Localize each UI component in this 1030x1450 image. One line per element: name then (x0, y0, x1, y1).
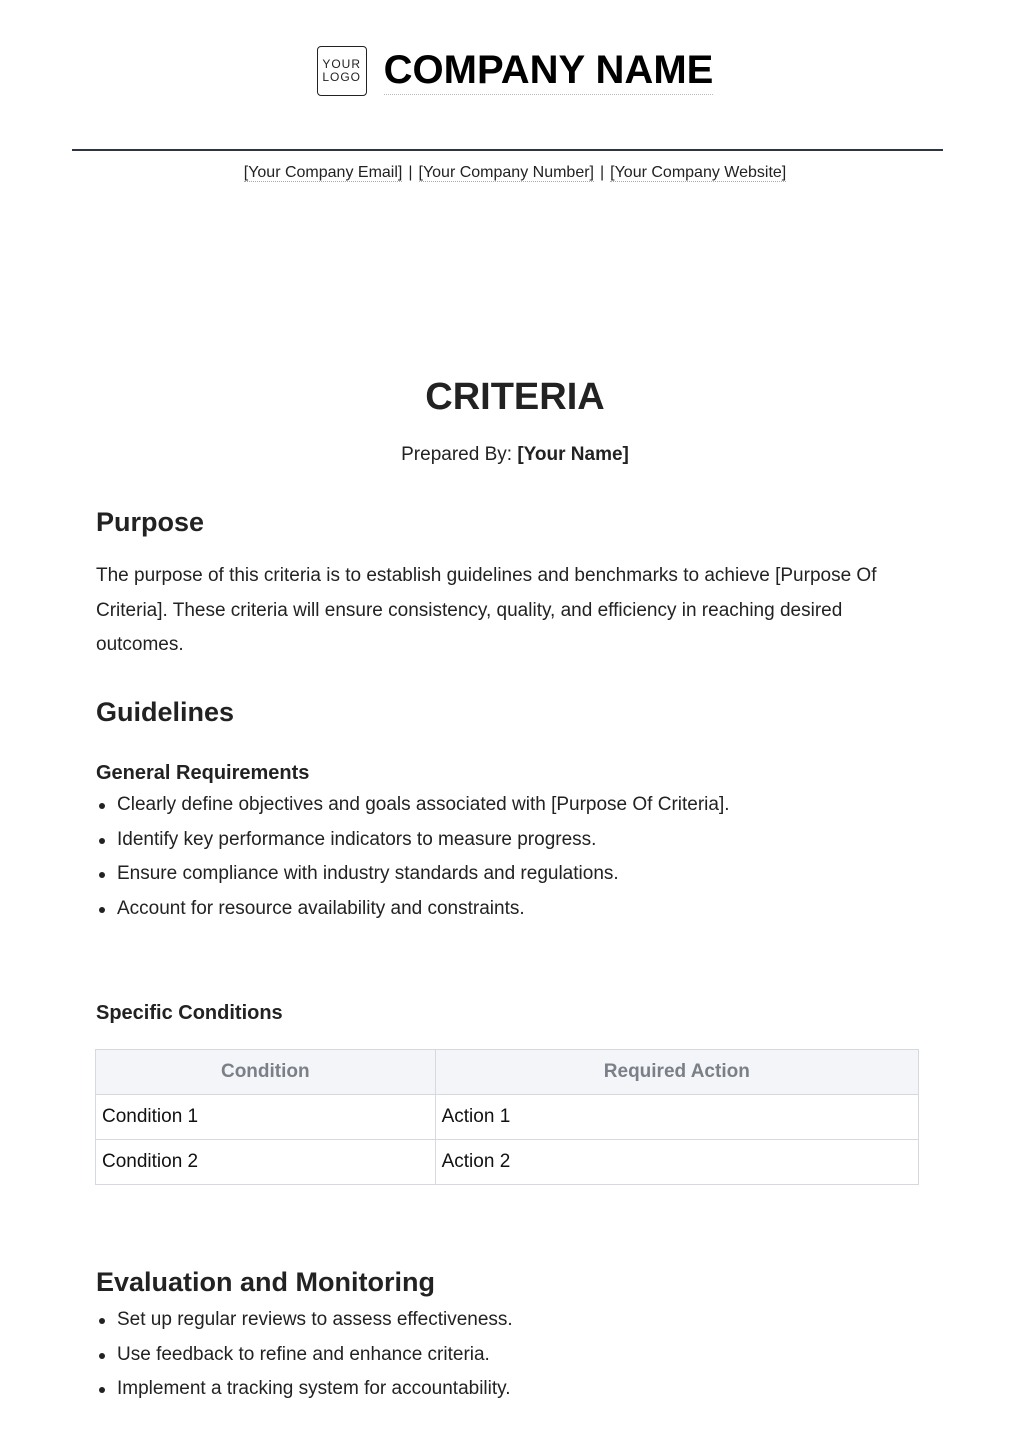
purpose-heading: Purpose (96, 507, 205, 537)
table-row (96, 1095, 919, 1140)
table-cell: Action 1 (435, 1095, 918, 1140)
header-divider (72, 149, 943, 151)
table-row (96, 1140, 919, 1185)
list-item: Identify key performance indicators to measure progress. (96, 823, 730, 858)
table-cell: Condition 1 (96, 1095, 436, 1140)
evaluation-heading: Evaluation and Monitoring (96, 1267, 435, 1297)
list-item: Use feedback to refine and enhance criteria. (96, 1338, 513, 1373)
evaluation-list (96, 1303, 513, 1407)
document-title: CRITERIA (425, 376, 605, 418)
company-number: [Your Company Number] (418, 164, 594, 181)
contact-separator: | (408, 164, 413, 181)
table-header-row (96, 1050, 919, 1095)
prepared-by-name: [Your Name] (517, 444, 629, 465)
column-header-required-action: Required Action (435, 1050, 918, 1095)
company-email: [Your Company Email] (243, 164, 403, 181)
list-item: Ensure compliance with industry standards and regulations. (96, 857, 730, 892)
prepared-by-label: Prepared By: (401, 444, 513, 465)
guidelines-heading: Guidelines (96, 697, 235, 727)
contact-separator: | (600, 164, 605, 181)
list-item: Account for resource availability and constraints. (96, 892, 730, 927)
general-requirements-heading: General Requirements (96, 762, 310, 784)
logo-text-line1: YOUR (322, 57, 361, 71)
prepared-by (0, 444, 1030, 466)
purpose-text: The purpose of this criteria is to establish guidelines and benchmarks to achieve [Purpose Of Criteria]. These criteria will ensure consistency, quality, and efficiency in reaching desired outcomes. (96, 565, 877, 655)
conditions-table (95, 1049, 919, 1185)
general-requirements-list (96, 788, 730, 926)
logo-text-line2: LOGO (322, 70, 362, 84)
table-cell: Condition 2 (96, 1140, 436, 1185)
table-cell: Action 2 (435, 1140, 918, 1185)
contact-line (0, 164, 1030, 182)
company-website: [Your Company Website] (610, 164, 787, 181)
list-item: Implement a tracking system for accountability. (96, 1372, 513, 1407)
company-name: COMPANY NAME (384, 48, 714, 95)
list-item: Set up regular reviews to assess effectiveness. (96, 1303, 513, 1338)
list-item: Clearly define objectives and goals associated with [Purpose Of Criteria]. (96, 788, 730, 823)
specific-conditions-heading: Specific Conditions (96, 1002, 283, 1024)
document-header (0, 46, 1030, 96)
logo-placeholder (317, 46, 367, 96)
column-header-condition: Condition (96, 1050, 436, 1095)
